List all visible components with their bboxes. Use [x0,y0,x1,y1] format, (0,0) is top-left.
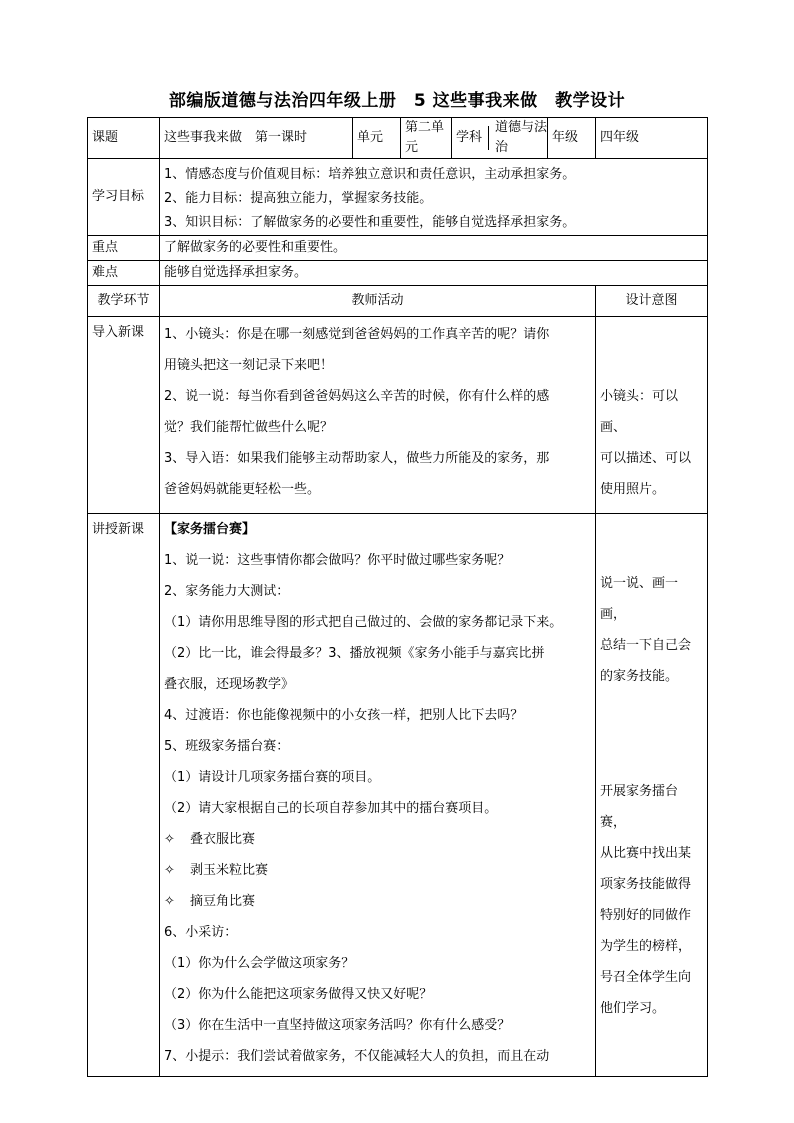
activity-line: 7、小提示：我们尝试着做家务，不仅能减轻大人的负担，而且在动 [164,1049,550,1064]
bullet-text: 剥玉米粒比赛 [190,863,269,878]
activity-line: （3）你在生活中一直坚持做这项家务活吗？你有什么感受？ [164,1018,511,1033]
activity-line: （2）请大家根据自己的长项自荐参加其中的擂台赛项目。 [164,801,498,816]
activity-line: （1）请设计几项家务擂台赛的项目。 [164,770,381,785]
bullet-text: 叠衣服比赛 [190,832,256,847]
activity-line: 觉？我们能帮忙做些什么呢？ [164,420,334,435]
activity-line: （1）你为什么会学做这项家务？ [164,956,355,971]
intent-line: 总结一下自己会 [600,638,692,653]
activity-header: 教师活动 [160,286,596,317]
goals-row [88,159,708,236]
grade-label: 年级 [548,118,596,159]
difficulty-row [88,261,708,286]
bullet-item [164,824,591,855]
bullet-item [164,886,591,917]
goal-item: 2、能力目标：提高独立能力，掌握家务技能。 [164,191,433,206]
bullet-icon: ✧ [164,832,175,847]
intro-activity [160,317,596,514]
section-heading: 【家务擂台赛】 [164,522,256,537]
activity-line: 2、说一说：每当你看到爸爸妈妈这么辛苦的时候，你有什么样的感 [164,389,550,404]
key-point-text: 了解做家务的必要性和重要性。 [160,236,708,261]
goals-label: 学习目标 [88,159,160,236]
intent-line: 从比赛中找出某 [600,846,692,861]
activity-line: 5、班级家务擂台赛： [164,739,290,754]
key-point-row [88,236,708,261]
activity-line: 叠衣服，还现场教学》 [164,677,295,692]
activity-line: 爸爸妈妈就能更轻松一些。 [164,482,321,497]
intent-line: 项家务技能做得 [600,877,692,892]
info-row [88,118,708,159]
topic-label: 课题 [88,118,160,159]
intent-line: 可以描述、可以 [600,451,692,466]
activity-line: 用镜头把这一刻记录下来吧！ [164,358,334,373]
bullet-icon: ✧ [164,894,175,909]
unit-label: 单元 [353,118,401,159]
intent-line: 的家务技能。 [600,669,679,684]
intent-header: 设计意图 [596,286,708,317]
new-lesson-row [88,514,708,1077]
intent-line: 号召全体学生向 [600,970,692,985]
column-header-row [88,286,708,317]
intent-line: 说一说、画一画， [600,576,679,622]
intent-line: 为学生的榜样， [600,939,692,954]
bullet-text: 摘豆角比赛 [190,894,256,909]
bullet-item [164,855,591,886]
unit-value: 第二单元 [401,118,452,159]
bullet-icon: ✧ [164,863,175,878]
intent-line: 开展家务擂台赛， [600,784,679,830]
activity-line: 1、小镜头：你是在哪一刻感觉到爸爸妈妈的工作真辛苦的呢？请你 [164,327,550,342]
difficulty-label: 难点 [88,261,160,286]
lesson-plan-table [87,117,708,1077]
goals-content [160,159,708,236]
intro-row [88,317,708,514]
activity-line: （2）你为什么能把这项家务做得又快又好呢？ [164,987,433,1002]
subject-label: 学科 [452,126,489,150]
intent-line: 使用照片。 [600,482,666,497]
stage-header: 教学环节 [88,286,160,317]
intro-stage: 导入新课 [88,317,160,514]
intent-line: 他们学习。 [600,1001,666,1016]
goal-item: 3、知识目标：了解做家务的必要性和重要性，能够自觉选择承担家务。 [164,215,576,230]
activity-line: 1、说一说：这些事情你都会做吗？你平时做过哪些家务呢？ [164,553,511,568]
difficulty-text: 能够自觉选择承担家务。 [160,261,708,286]
topic-value: 这些事我来做 第一课时 [160,118,353,159]
key-point-label: 重点 [88,236,160,261]
subject-value: 道德与法治 [495,120,548,155]
activity-line: 2、家务能力大测试： [164,584,290,599]
activity-line: （2）比一比，谁会得最多？3、播放视频《家务小能手与嘉宾比拼 [164,646,545,661]
goal-item: 1、情感态度与价值观目标：培养独立意识和责任意识，主动承担家务。 [164,167,576,182]
new-stage: 讲授新课 [88,514,160,1077]
intent-line: 特别好的同做作 [600,908,692,923]
activity-line: 6、小采访： [164,925,238,940]
intent-line: 小镜头：可以画、 [600,389,679,435]
new-activity [160,514,596,1077]
intro-intent [596,317,708,514]
activity-line: 3、导入语：如果我们能够主动帮助家人，做些力所能及的家务，那 [164,451,550,466]
activity-line: （1）请你用思维导图的形式把自己做过的、会做的家务都记录下来。 [164,615,563,630]
subject-cell [452,118,548,159]
new-intent [596,514,708,1077]
grade-value: 四年级 [596,118,708,159]
activity-line: 4、过渡语：你也能像视频中的小女孩一样，把别人比下去吗？ [164,708,524,723]
page-title: 部编版道德与法治四年级上册 5 这些事我来做 教学设计 [168,91,626,111]
